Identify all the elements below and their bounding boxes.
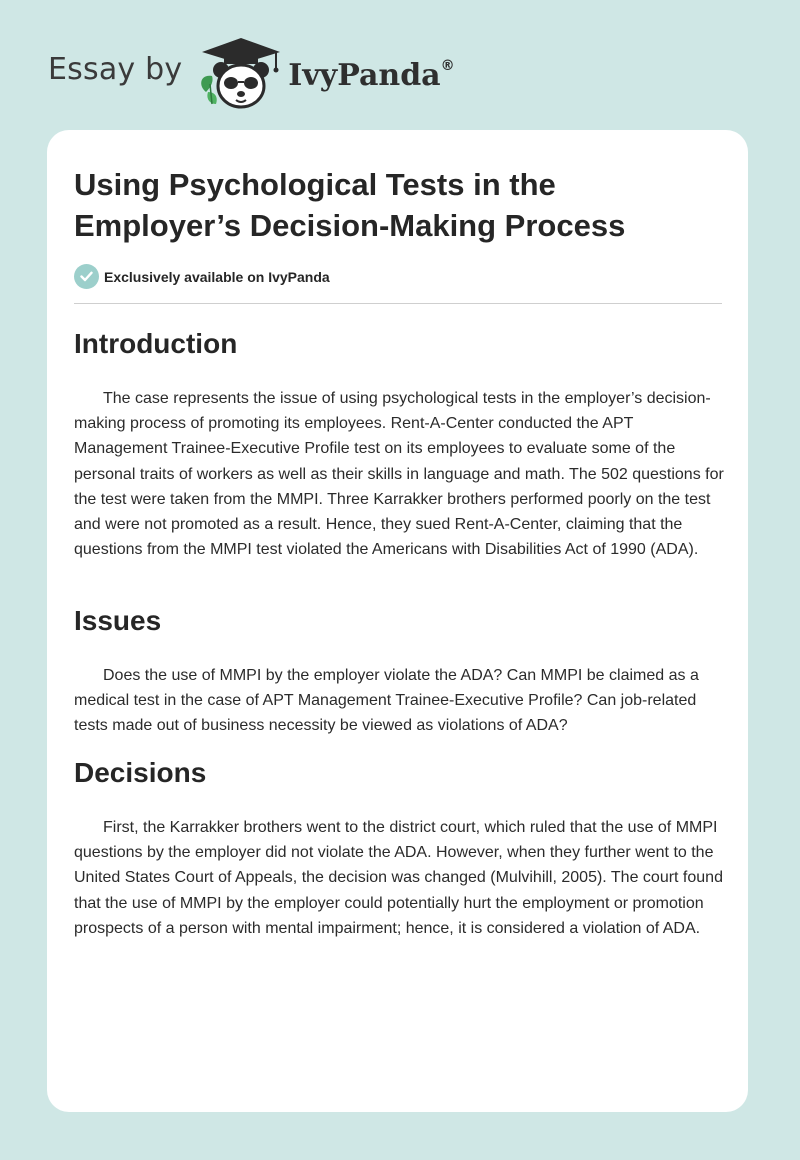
panda-logo-icon[interactable] — [196, 34, 286, 112]
site-header — [48, 34, 455, 112]
registered-mark: ® — [440, 57, 455, 74]
section-text-issues: Does the use of MMPI by the employer violate the ADA? Can MMPI be claimed as a medical test in the case of APT Management Trainee-Executive Profile? Can job-related tests made out of business necessity be viewed as violations of ADA? — [74, 667, 699, 735]
section-text-decisions: First, the Karrakker brothers went to the district court, which ruled that the use of MMPI questions by the employer did not violate the ADA. However, when they further went to the United States Court of Appeals, the decision was changed (Mulvihill, 2005). The court found that the use of MMPI by the employer could potentially hurt the employment or promotion prospects of a person with mental impairment; hence, it is considered a violation of ADA. — [74, 819, 723, 937]
section-heading-decisions: Decisions — [74, 757, 207, 788]
brand-label: IvyPanda — [288, 57, 441, 93]
essay-title: Using Psychological Tests in the Employer’s Decision-Making Process — [74, 167, 626, 243]
exclusive-badge-label: Exclusively available on IvyPanda — [104, 268, 330, 285]
title-divider — [74, 303, 722, 304]
section-heading-issues: Issues — [74, 605, 162, 636]
ivy-leaf-icon — [201, 76, 217, 104]
section-heading-introduction: Introduction — [74, 328, 238, 359]
brand-name[interactable] — [288, 58, 454, 93]
section-text-introduction: The case represents the issue of using psychological tests in the employer’s decision-making process of promoting its employees. Rent-A-Center conducted the APT Management Trainee-Executive Profile test on its employees to evaluate some of the personal traits of workers as well as their skills in language and math. The 502 questions for the test were taken from the MMPI. Three Karrakker brothers performed poorly on the test and were not promoted as a result. Hence, they sued Rent-A-Center, claiming that the questions from the MMPI test violated the Americans with Disabilities Act of 1990 (ADA). — [74, 390, 724, 559]
essay-by-label: Essay by — [48, 51, 183, 87]
check-icon — [74, 264, 99, 289]
exclusive-badge — [74, 264, 330, 289]
essay-card — [47, 130, 748, 1112]
